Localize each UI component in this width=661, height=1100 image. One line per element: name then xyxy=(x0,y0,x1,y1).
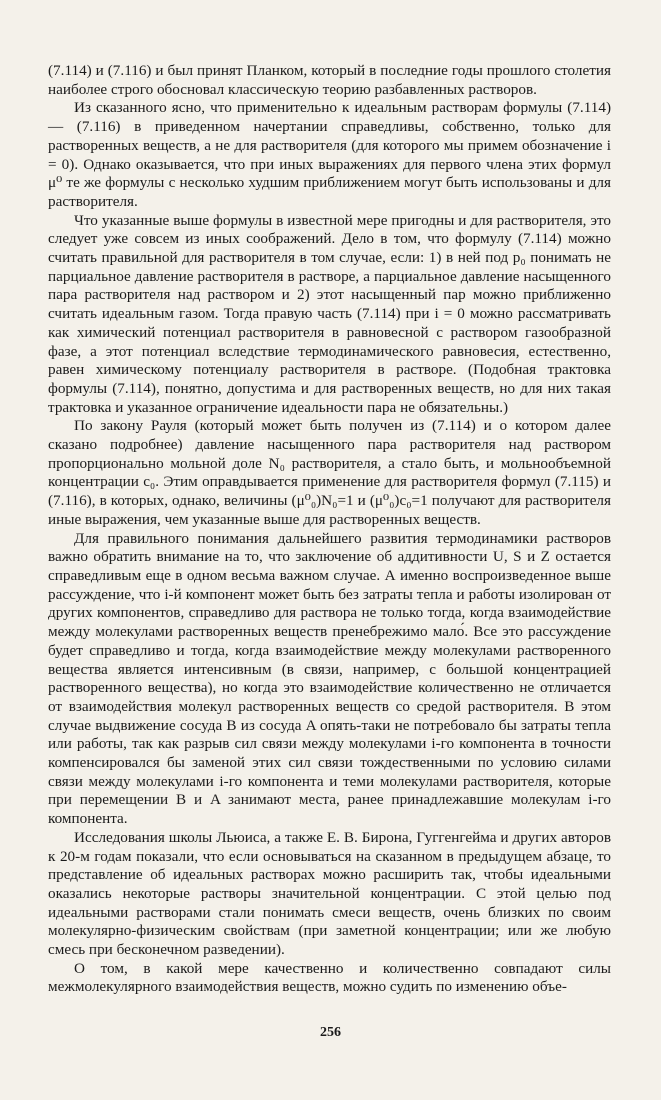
page-number: 256 xyxy=(320,1025,341,1040)
paragraph-5: Для правильного понимания дальнейшего развития термодинамики растворов важно обратить внимание на то, что заключение об аддитивности U, S и Z остается справедливым еще в одном весьма важном случае. А именно воспроизведенное выше рассуждение, что i-й компонент может быть без затраты тепла и работы изолирован от других компонентов, справедливо для раствора не только тогда, когда взаимодействие между молекулами растворенных веществ пренебрежимо мало́. Все это рассуждение будет справедливо и тогда, когда взаимодействие между молекулами растворенного вещества является интенсивным (в связи, например, с большой концентрацией растворенного вещества), но когда это взаимодействие количественно не отличается от взаимодействия молекул растворенных веществ со средой растворителя. В этом случае выдвижение сосуда B из сосуда A опять-таки не потребовало бы затраты тепла или работы, так как разрыв сил связи между молекулами i-го компонента в точности компенсировался бы заменой этих сил связи тождественными по условию силами связи между молекулами i-го компонента и теми молекулами растворителя, которые при перемещении B и A занимают места, ранее принадлежавшие молекулам i-го компонента. xyxy=(48,529,611,828)
paragraph-7: О том, в какой мере качественно и количественно совпадают силы межмолекулярного взаимодействия веществ, можно судить по изменению объе- xyxy=(48,959,611,996)
body-text xyxy=(48,62,611,997)
paragraph-6: Исследования школы Льюиса, а также Е. В. Бирона, Гуггенгейма и других авторов к 20-м годам показали, что если основываться на сказанном в предыдущем абзаце, то представление об идеальных растворах можно расширить так, чтобы идеальными оказались некоторые растворы значительной концентрации. С этой целью под идеальными растворами стали понимать смеси веществ, очень близких по своим молекулярно-физическим свойствам (при заметной концентрации; или же любую смесь при бесконечном разведении). xyxy=(48,828,611,959)
paragraph-1: (7.114) и (7.116) и был принят Планком, который в последние годы прошлого столетия наиболее строго обосновал классическую теорию разбавленных растворов. xyxy=(48,62,611,98)
paragraph-4: По закону Рауля (который может быть получен из (7.114) и о котором далее сказано подробнее) давление насыщенного пара растворителя над раствором пропорционально мольной доле N₀ растворителя, а стало быть, и мольнообъемной концентрации c₀. Этим оправдывается применение для растворителя формул (7.115) и (7.116), в которых, однако, величины (μ⁰₀)N₀=1 и (μ⁰₀)c₀=1 получают для растворителя иные выражения, чем указанные выше для растворенных веществ. xyxy=(48,417,611,528)
paragraph-2: Из сказанного ясно, что применительно к идеальным растворам формулы (7.114) — (7.116) в приведенном начертании справедливы, собственно, только для растворенных веществ, а не для растворителя (для которого мы примем обозначение i = 0). Однако оказывается, что при иных выражениях для первого члена этих формул μ⁰ те же формулы с несколько худшим приближением могут быть использованы и для растворителя. xyxy=(48,99,611,210)
paragraph-3: Что указанные выше формулы в известной мере пригодны и для растворителя, это следует уже совсем из иных соображений. Дело в том, что формулу (7.114) можно считать правильной для растворителя в том случае, если: 1) в ней под p₀ понимать не парциальное давление растворителя в растворе, а парциальное давление насыщенного пара растворителя над раствором и 2) этот насыщенный пар можно приближенно считать идеальным газом. Тогда правую часть (7.114) при i = 0 можно рассматривать как химический потенциал растворителя в равновесной с раствором газообразной фазе, а этот потенциал вследствие термодинамического равновесия, естественно, равен химическому потенциалу растворителя в растворе. (Подобная трактовка формулы (7.114), понятно, допустима и для растворенных веществ, но для них такая трактовка и указанное ограничение идеальности пара не обязательны.) xyxy=(48,211,611,416)
